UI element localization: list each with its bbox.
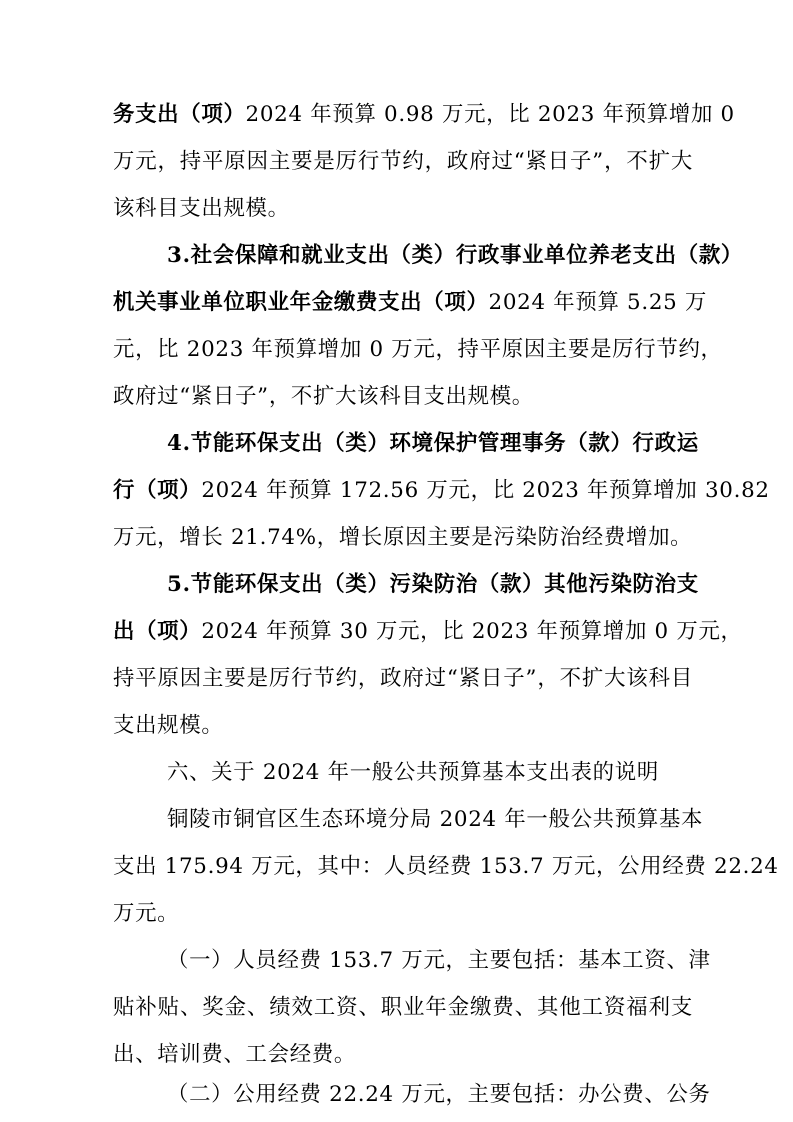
paragraph-line: 万元，持平原因主要是厉行节约，政府过“紧日子”，不扩大 [113, 149, 693, 174]
bold-text: 机关事业单位职业年金缴费支出（项） [113, 290, 489, 315]
paragraph-line: （二）公用经费 22.24 万元，主要包括：办公费、公务 [167, 1082, 711, 1107]
paragraph-line: 政府过“紧日子”，不扩大该科目支出规模。 [113, 384, 534, 409]
paragraph-line: 4.节能环保支出（类）环境保护管理事务（款）行政运 [167, 431, 699, 456]
paragraph-line [113, 283, 708, 323]
body-text: 2024 年预算 30 万元，比 2023 年预算增加 0 万元， [201, 619, 743, 644]
paragraph-line: 5.节能环保支出（类）污染防治（款）其他污染防治支 [167, 572, 699, 597]
body-text: 2024 年预算 172.56 万元，比 2023 年预算增加 30.82 [201, 478, 770, 503]
paragraph-line: 该科目支出规模。 [113, 196, 290, 221]
bold-text: 务支出（项） [113, 102, 246, 127]
paragraph-line: 支出规模。 [113, 713, 224, 738]
paragraph-line [113, 471, 770, 511]
paragraph-line: 铜陵市铜官区生态环境分局 2024 年一般公共预算基本 [167, 807, 704, 832]
paragraph-line: 持平原因主要是厉行节约，政府过“紧日子”，不扩大该科目 [113, 666, 693, 691]
paragraph-line: 万元。 [113, 901, 180, 926]
bold-text: 行（项） [113, 478, 202, 503]
paragraph-line: 贴补贴、奖金、绩效工资、职业年金缴费、其他工资福利支 [113, 995, 693, 1020]
paragraph-line: 万元，增长 21.74%，增长原因主要是污染防治经费增加。 [113, 525, 693, 550]
paragraph-line: 元，比 2023 年预算增加 0 万元，持平原因主要是厉行节约， [113, 337, 723, 362]
body-text: 2024 年预算 5.25 万 [488, 290, 708, 315]
paragraph-line: 支出 175.94 万元，其中：人员经费 153.7 万元，公用经费 22.24 [113, 854, 779, 879]
bold-text: 出（项） [113, 619, 202, 644]
section-heading: 六、关于 2024 年一般公共预算基本支出表的说明 [167, 760, 659, 785]
paragraph-line [113, 612, 743, 652]
body-text: 2024 年预算 0.98 万元，比 2023 年预算增加 0 [245, 102, 735, 127]
paragraph-line: 3.社会保障和就业支出（类）行政事业单位养老支出（款） [167, 243, 743, 268]
paragraph-line [113, 95, 735, 135]
paragraph-line: 出、培训费、工会经费。 [113, 1042, 356, 1067]
paragraph-line: （一）人员经费 153.7 万元，主要包括：基本工资、津 [167, 948, 711, 973]
